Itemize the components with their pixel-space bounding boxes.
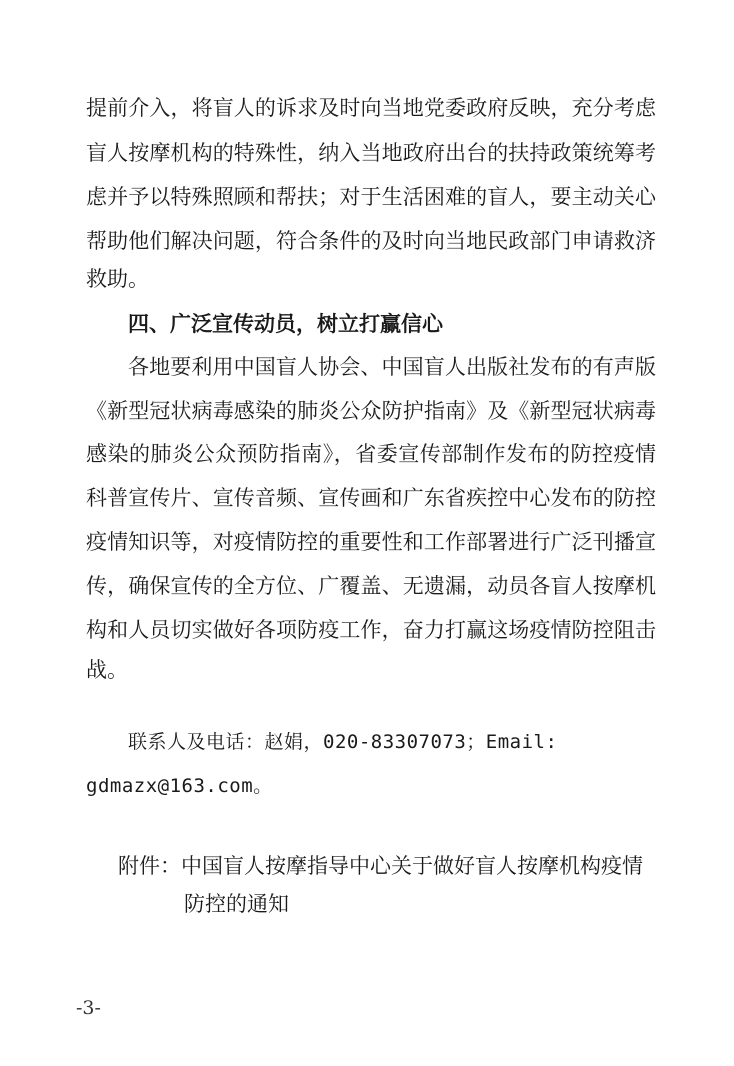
- section-heading: 四、广泛宣传动员，树立打赢信心: [128, 312, 443, 336]
- contact-line-1: 联系人及电话：赵娟，020-83307073；Email:: [128, 731, 558, 753]
- para2-line-3: 感染的肺炎公众预防指南》，省委宣传部制作发布的防控疫情: [86, 442, 656, 466]
- para2-line-4: 科普宣传片、宣传音频、宣传画和广东省疾控中心发布的防控: [86, 486, 656, 510]
- para1-line-4: 帮助他们解决问题，符合条件的及时向当地民政部门申请救济: [86, 229, 656, 253]
- para2-line-7: 构和人员切实做好各项防疫工作，奋力打赢这场疫情防控阻击: [86, 618, 656, 642]
- para2-line-2: 《新型冠状病毒感染的肺炎公众防护指南》及《新型冠状病毒: [86, 399, 656, 423]
- para1-line-1: 提前介入，将盲人的诉求及时向当地党委政府反映，充分考虑: [86, 96, 656, 120]
- attachment-line-2: 防控的通知: [184, 892, 289, 916]
- para2-line-8: 战。: [86, 658, 128, 682]
- para2-line-5: 疫情知识等，对疫情防控的重要性和工作部署进行广泛刊播宣: [86, 530, 656, 554]
- para1-line-2: 盲人按摩机构的特殊性，纳入当地政府出台的扶持政策统筹考: [86, 141, 656, 165]
- contact-email: gdmazx@163.com。: [86, 775, 273, 797]
- para2-line-6: 传，确保宣传的全方位、广覆盖、无遗漏，动员各盲人按摩机: [86, 574, 656, 598]
- para1-line-5: 救助。: [86, 267, 149, 291]
- para2-line-1: 各地要利用中国盲人协会、中国盲人出版社发布的有声版: [128, 355, 656, 379]
- attachment-line-1: 附件：中国盲人按摩指导中心关于做好盲人按摩机构疫情: [118, 854, 643, 878]
- page-number: -3-: [76, 997, 101, 1019]
- para1-line-3: 虑并予以特殊照顾和帮扶；对于生活困难的盲人，要主动关心: [86, 185, 656, 209]
